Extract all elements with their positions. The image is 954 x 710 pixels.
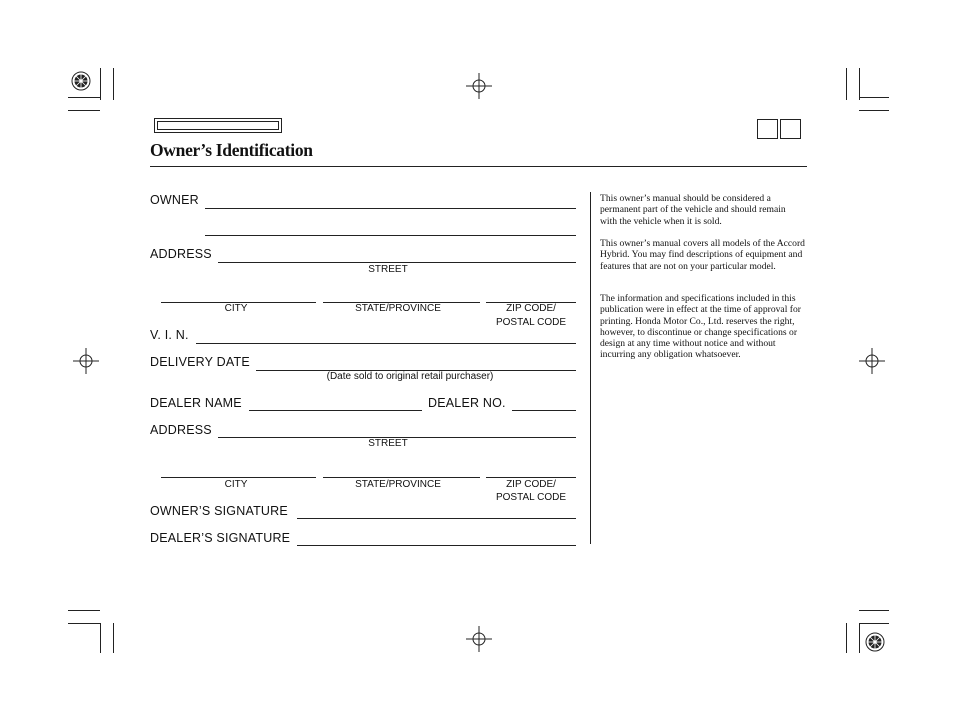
- registration-mark-icon: [71, 71, 91, 91]
- page-title: Owner’s Identification: [150, 140, 313, 160]
- dealer-zip-field[interactable]: [486, 477, 576, 478]
- note-paragraph: This owner’s manual covers all models of the Accord Hybrid. You may find descriptions of equipment and features that are not on your particular model.: [600, 238, 805, 272]
- owner-field[interactable]: [205, 208, 576, 209]
- postal-caption: POSTAL CODE: [495, 317, 566, 328]
- crosshair-icon: [466, 626, 492, 652]
- title-rule: [150, 166, 807, 167]
- street-caption: STREET: [368, 264, 408, 275]
- dealer-city-caption: CITY: [224, 479, 248, 490]
- manual-notes: [600, 293, 805, 361]
- manual-notes: [600, 238, 805, 272]
- dealer-no-label: DEALER NO.: [428, 396, 506, 410]
- dealer-state-field[interactable]: [323, 477, 480, 478]
- crosshair-icon: [73, 348, 99, 374]
- registration-mark-icon: [865, 632, 885, 652]
- state-caption: STATE/PROVINCE: [355, 303, 441, 314]
- crosshair-icon: [466, 73, 492, 99]
- zip-caption: ZIP CODE/: [506, 303, 556, 314]
- dealer-zip-caption: ZIP CODE/: [506, 479, 556, 490]
- owner-signature-label: OWNER’S SIGNATURE: [150, 504, 288, 518]
- note-paragraph: The information and specifications included in this publication were in effect at the time of approval for printing. Honda Motor Co., Ltd. reserves the right, however, to discontinue or change specifications or design at any time without notice and without incurring any obligation whatsoever.: [600, 293, 801, 361]
- dealer-street-caption: STREET: [368, 438, 408, 449]
- dealer-city-field[interactable]: [161, 477, 316, 478]
- dealer-signature-label: DEALER’S SIGNATURE: [150, 531, 291, 545]
- owner-field-line2[interactable]: [205, 235, 576, 236]
- crosshair-icon: [859, 348, 885, 374]
- vin-label: V. I. N.: [150, 328, 189, 342]
- dealer-signature-field[interactable]: [297, 545, 576, 546]
- street-field[interactable]: [218, 262, 576, 263]
- dealer-postal-caption: POSTAL CODE: [495, 492, 566, 503]
- address-label: ADDRESS: [150, 247, 212, 261]
- manual-notes: [600, 193, 805, 227]
- city-caption: CITY: [224, 303, 248, 314]
- section-tab-box: [154, 118, 282, 133]
- note-paragraph: This owner’s manual should be considered a permanent part of the vehicle and should remain with the vehicle when it is sold.: [600, 193, 786, 227]
- owner-label: OWNER: [150, 193, 199, 207]
- dealer-no-field[interactable]: [512, 410, 576, 411]
- page-number-box: [757, 119, 778, 139]
- dealer-address-label: ADDRESS: [150, 423, 212, 437]
- column-divider: [590, 192, 591, 544]
- dealer-name-field[interactable]: [249, 410, 422, 411]
- dealer-name-label: DEALER NAME: [150, 396, 242, 410]
- delivery-date-label: DELIVERY DATE: [150, 355, 250, 369]
- page-number-box: [780, 119, 801, 139]
- dealer-state-caption: STATE/PROVINCE: [355, 479, 441, 490]
- vin-field[interactable]: [196, 343, 576, 344]
- delivery-date-caption: (Date sold to original retail purchaser): [326, 371, 494, 382]
- owner-signature-field[interactable]: [297, 518, 576, 519]
